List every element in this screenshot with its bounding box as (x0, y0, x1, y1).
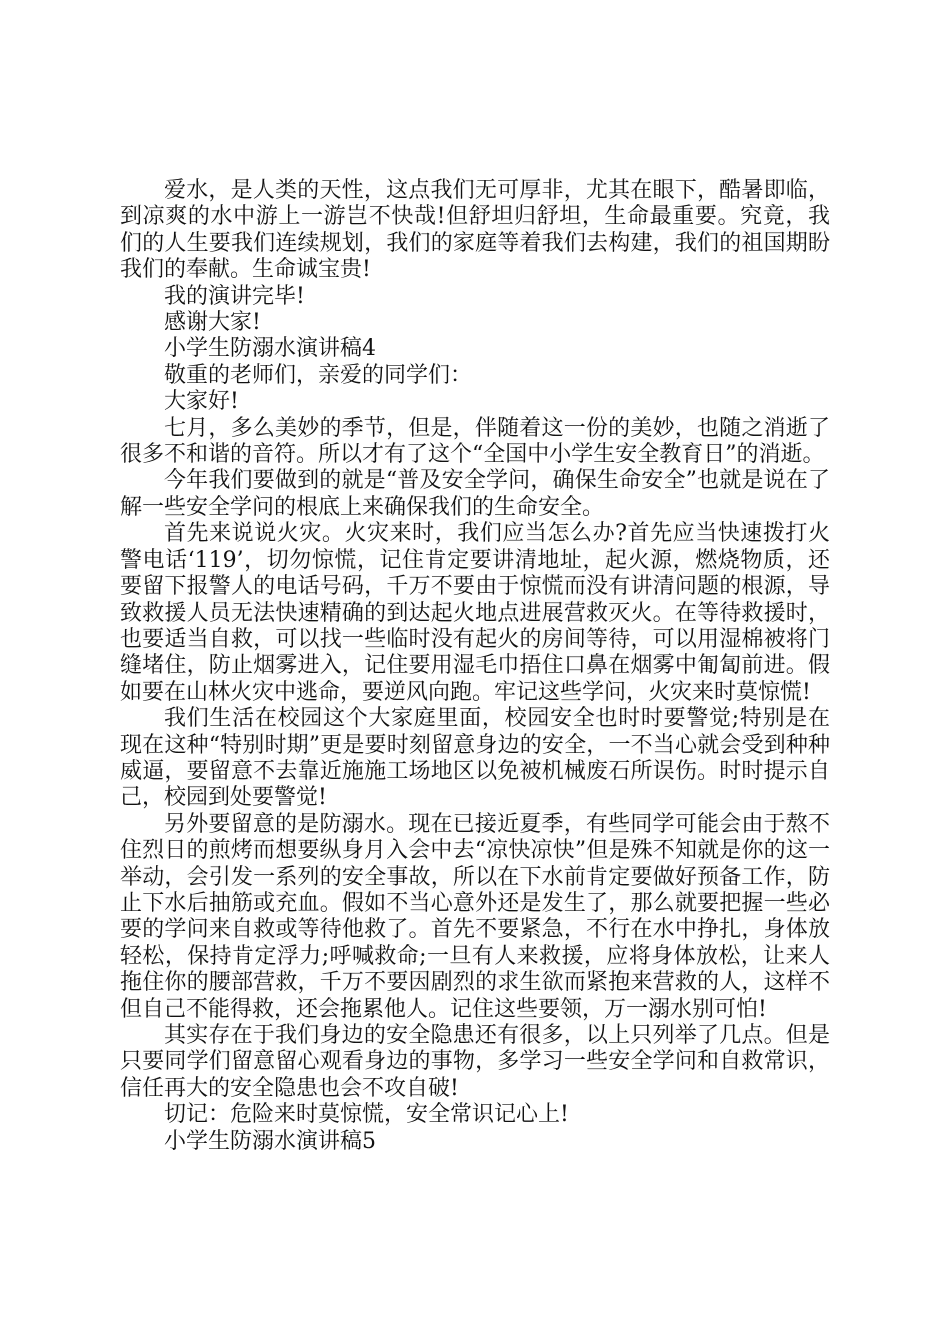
greeting: 大家好! (164, 389, 239, 415)
paragraph: 感谢大家! (164, 310, 261, 336)
paragraph: 另外要留意的是防溺水。现在已接近夏季，有些同学可能会由于熬不住烈日的煎烤而想要纵身月入会中去“凉快凉快”但是殊不知就是你的这一举动，会引发一系列的安全事故，所以在下水前肯定要做好预备工作，防止下水后抽筋或充血。假如不当心意外还是发生了，那么就要把握一些必要的学问来自救或等待他救了。首先不要紧急，不行在水中挣扎，身体放轻松，保持肯定浮力;呼喊救命;一旦有人来救援，应将身体放松，让来人拖住你的腰部营救，千万不要因剧烈的求生欲而紧抱来营救的人，这样不但自己不能得救，还会拖累他人。记住这些要领，万一溺水别可怕! (120, 811, 830, 1022)
salutation: 敬重的老师们，亲爱的同学们： (164, 362, 473, 388)
paragraph: 我们生活在校园这个大家庭里面，校园安全也时时要警觉;特别是在现在这种“特别时期”更是要时刻留意身边的安全，一不当心就会受到种种威逼，要留意不去靠近施施工场地区以免被机械废石所误伤。时时提示自己，校园到处要警觉! (120, 706, 830, 811)
section-heading: 小学生防溺水演讲稿5 (164, 1128, 376, 1154)
paragraph: 七月，多么美妙的季节，但是，伴随着这一份的美妙，也随之消逝了很多不和谐的音符。所以才有了这个“全国中小学生安全教育日”的消逝。 (120, 415, 830, 468)
paragraph: 我的演讲完毕! (164, 283, 305, 309)
paragraph: 爱水，是人类的天性，这点我们无可厚非，尤其在眼下，酷暑即临，到凉爽的水中游上一游岂不快哉!但舒坦归舒坦，生命最重要。究竟，我们的人生要我们连续规划，我们的家庭等着我们去构建，我们的祖国期盼我们的奉献。生命诚宝贵! (120, 178, 830, 283)
section-heading: 小学生防溺水演讲稿4 (164, 336, 376, 362)
paragraph: 首先来说说火灾。火灾来时，我们应当怎么办?首先应当快速拨打火警电话‘119’，切勿惊慌，记住肯定要讲清地址，起火源，燃烧物质，还要留下报警人的电话号码，千万不要由于惊慌而没有讲清问题的根源，导致救援人员无法快速精确的到达起火地点进展营救灭火。在等待救援时，也要适当自救，可以找一些临时没有起火的房间等待，可以用湿棉被将门缝堵住，防止烟雾进入，记住要用湿毛巾捂住口鼻在烟雾中匍匐前进。假如要在山林火灾中逃命，要逆风向跑。牢记这些学问，火灾来时莫惊慌! (120, 521, 830, 705)
document-body (120, 178, 830, 1155)
paragraph: 切记：危险来时莫惊慌，安全常识记心上! (164, 1102, 569, 1128)
paragraph: 其实存在于我们身边的安全隐患还有很多，以上只列举了几点。但是只要同学们留意留心观看身边的事物，多学习一些安全学问和自救常识，信任再大的安全隐患也会不攻自破! (120, 1023, 830, 1101)
paragraph: 今年我们要做到的就是“普及安全学问，确保生命安全”也就是说在了解一些安全学问的根底上来确保我们的生命安全。 (120, 468, 830, 520)
